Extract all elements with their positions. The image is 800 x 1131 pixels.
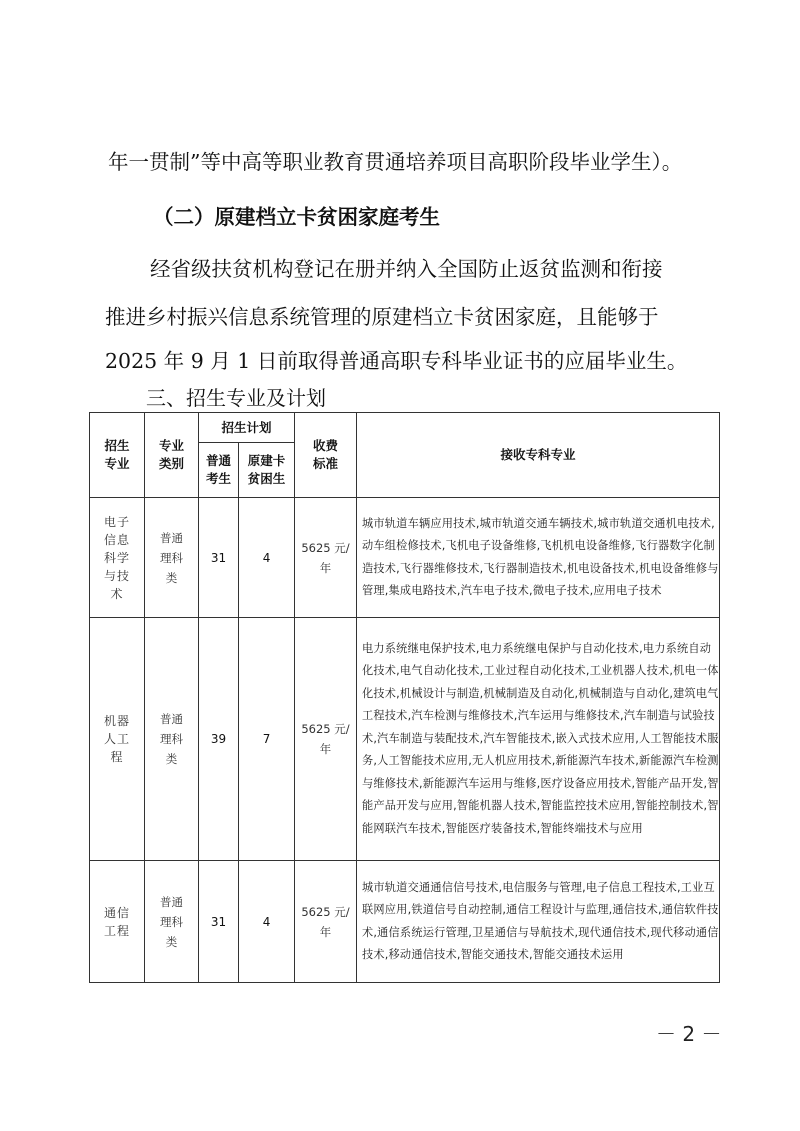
regular-count-cell: 39: [199, 618, 239, 861]
fee-cell: 5625 元/年: [295, 498, 357, 618]
paragraph-line: 推进乡村振兴信息系统管理的原建档立卡贫困家庭，且能够于: [105, 305, 659, 329]
paragraph-line: 年一贯制”等中高等职业教育贯通培养项目高职阶段毕业学生）。: [108, 150, 683, 174]
header-fee: 收费标准: [295, 413, 357, 498]
category-cell: 普通理科类: [145, 498, 199, 618]
category-cell: 普通理科类: [145, 861, 199, 983]
accepted-majors-cell: 城市轨道交通通信信号技术,电信服务与管理,电子信息工程技术,工业互联网应用,铁道信号自动控制,通信工程设计与监理,通信技术,通信软件技术,通信系统运行管理,卫星通信与导航技术,现代通信技术,现代移动通信技术,移动通信技术,智能交通技术,智能交通技术运用: [357, 861, 720, 983]
header-poverty: 原建卡贫困生: [239, 443, 295, 498]
section-heading: （二）原建档立卡贫困家庭考生: [153, 205, 440, 229]
poverty-count-cell: 7: [239, 618, 295, 861]
page-number: － 2 －: [656, 1022, 722, 1046]
paragraph-line: 2025 年 9 月 1 日前取得普通高职专科毕业证书的应届毕业生。: [105, 349, 688, 373]
header-regular: 普通考生: [199, 443, 239, 498]
table-row: [90, 498, 720, 618]
major-cell: 电子信息科学与技术: [90, 498, 145, 618]
header-accepted: 接收专科专业: [357, 413, 720, 498]
major-cell: 机器人工程: [90, 618, 145, 861]
enrollment-plan-table: [89, 412, 720, 983]
table-row: [90, 861, 720, 983]
regular-count-cell: 31: [199, 861, 239, 983]
header-plan: 招生计划: [199, 413, 295, 443]
poverty-count-cell: 4: [239, 498, 295, 618]
fee-cell: 5625 元/年: [295, 618, 357, 861]
major-cell: 通信工程: [90, 861, 145, 983]
header-major: 招生专业: [90, 413, 145, 498]
accepted-majors-cell: 电力系统继电保护技术,电力系统继电保护与自动化技术,电力系统自动化技术,电气自动化技术,工业过程自动化技术,工业机器人技术,机电一体化技术,机械设计与制造,机械制造及自动化,机械制造与自动化,建筑电气工程技术,汽车检测与维修技术,汽车运用与维修技术,汽车制造与试验技术,汽车制造与装配技术,汽车智能技术,嵌入式技术应用,人工智能技术服务,人工智能技术应用,无人机应用技术,新能源汽车技术,新能源汽车检测与维修技术,新能源汽车运用与维修,医疗设备应用技术,智能产品开发,智能产品开发与应用,智能机器人技术,智能监控技术应用,智能控制技术,智能网联汽车技术,智能医疗装备技术,智能终端技术与应用: [357, 618, 720, 861]
accepted-majors-cell: 城市轨道车辆应用技术,城市轨道交通车辆技术,城市轨道交通机电技术,动车组检修技术,飞机电子设备维修,飞机机电设备维修,飞行器数字化制造技术,飞行器维修技术,飞行器制造技术,机电设备技术,机电设备维修与管理,集成电路技术,汽车电子技术,微电子技术,应用电子技术: [357, 498, 720, 618]
category-cell: 普通理科类: [145, 618, 199, 861]
table-row: [90, 618, 720, 861]
paragraph-line: 经省级扶贫机构登记在册并纳入全国防止返贫监测和衔接: [150, 257, 663, 281]
header-category: 专业类别: [145, 413, 199, 498]
section-title: 三、招生专业及计划: [146, 386, 326, 410]
fee-cell: 5625 元/年: [295, 861, 357, 983]
poverty-count-cell: 4: [239, 861, 295, 983]
regular-count-cell: 31: [199, 498, 239, 618]
